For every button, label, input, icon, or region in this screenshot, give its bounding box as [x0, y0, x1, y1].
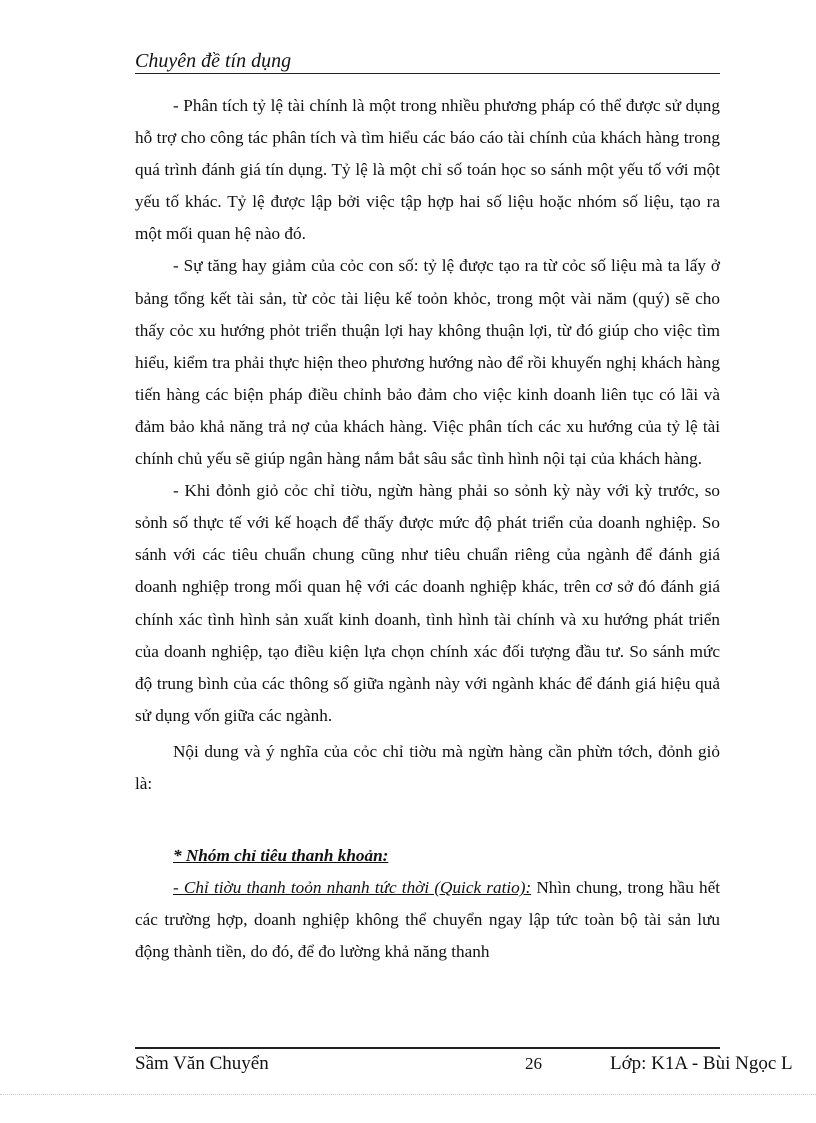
page-number: 26 [525, 1054, 542, 1073]
page-edge-line [0, 1094, 816, 1095]
paragraph-ratio-analysis: - Phân tích tỷ lệ tài chính là một trong nhiều phương pháp có thể được sử dụng hỗ trợ cho công tác phân tích và tìm hiểu các báo cáo tài chính của khách hàng trong quá trình đánh giá tín dụng. Tỷ lệ là một chỉ số toán học so sánh một yếu tố với một yếu tố khác. Tỷ lệ được lập bởi việc tập hợp hai số liệu hoặc nhóm số liệu, tạo ra một mối quan hệ nào đó. [135, 96, 720, 244]
document-body [135, 90, 720, 968]
section-heading-liquidity: * Nhóm chỉ tiêu thanh khoản: [173, 846, 389, 866]
subheading-quick-ratio: - Chỉ tiờu thanh toỏn nhanh tức thời (Quick ratio): [173, 878, 532, 898]
footer-class-info: Lớp: K1A - Bùi Ngọc L [610, 1053, 793, 1074]
page-header: Chuyên đề tín dụng [135, 49, 720, 74]
paragraph-indicators-intro: Nội dung và ý nghĩa của cỏc chỉ tiờu mà ngừn hàng cần phừn tớch, đỏnh giỏ là: [135, 741, 720, 793]
paragraph-evaluation: - Khi đỏnh giỏ cỏc chỉ tiờu, ngừn hàng phải so sỏnh kỳ này với kỳ trước, so sỏnh số thực tế với kế hoạch để thấy được mức độ phát triển của doanh nghiệp. So sánh với các tiêu chuẩn chung cũng như tiêu chuẩn riêng của ngành để đánh giá doanh nghiệp trong mối quan hệ với các doanh nghiệp khác, trên cơ sở đó đánh giá chính xác tình hình sản xuất kinh doanh, tình hình tài chính và xu hướng phát triển của doanh nghiệp, tạo điều kiện lựa chọn chính xác đối tượng đầu tư. So sánh mức độ trung bình của các thông số giữa ngành này với ngành khác để đánh giá hiệu quả sử dụng vốn giữa các ngành. [135, 481, 720, 725]
paragraph-trends: - Sự tăng hay giảm của cỏc con số: tỷ lệ được tạo ra từ cỏc số liệu mà ta lấy ở bảng tổng kết tài sản, từ cỏc tài liệu kế toỏn khỏc, trong một vài năm (quý) sẽ cho thấy cỏc xu hướng phỏt triển thuận lợi hay không thuận lợi, từ đó giúp cho việc tìm hiểu, kiểm tra phải thực hiện theo phương hướng nào để rồi khuyến nghị khách hàng tiến hàng các biện pháp điều chỉnh bảo đảm cho việc kinh doanh liên tục có lãi và đảm bảo khả năng trả nợ của khách hàng. Việc phân tích các xu hướng của tỷ lệ tài chính chủ yếu sẽ giúp ngân hàng nắm bắt sâu sắc tình hình nội tại của khách hàng. [135, 256, 720, 469]
footer-divider [135, 1047, 720, 1049]
paragraph-quick-ratio [135, 872, 720, 968]
footer-author: Sầm Văn Chuyển [135, 1053, 269, 1074]
blank-line [135, 800, 720, 840]
quick-ratio-text: Nhìn chung, trong hầu hết các trường hợp, doanh nghiệp không thể chuyển ngay lập tức toàn bộ tài sản lưu động thành tiền, do đó, để đo lường khả năng thanh [135, 878, 720, 962]
page-footer [135, 1050, 816, 1080]
